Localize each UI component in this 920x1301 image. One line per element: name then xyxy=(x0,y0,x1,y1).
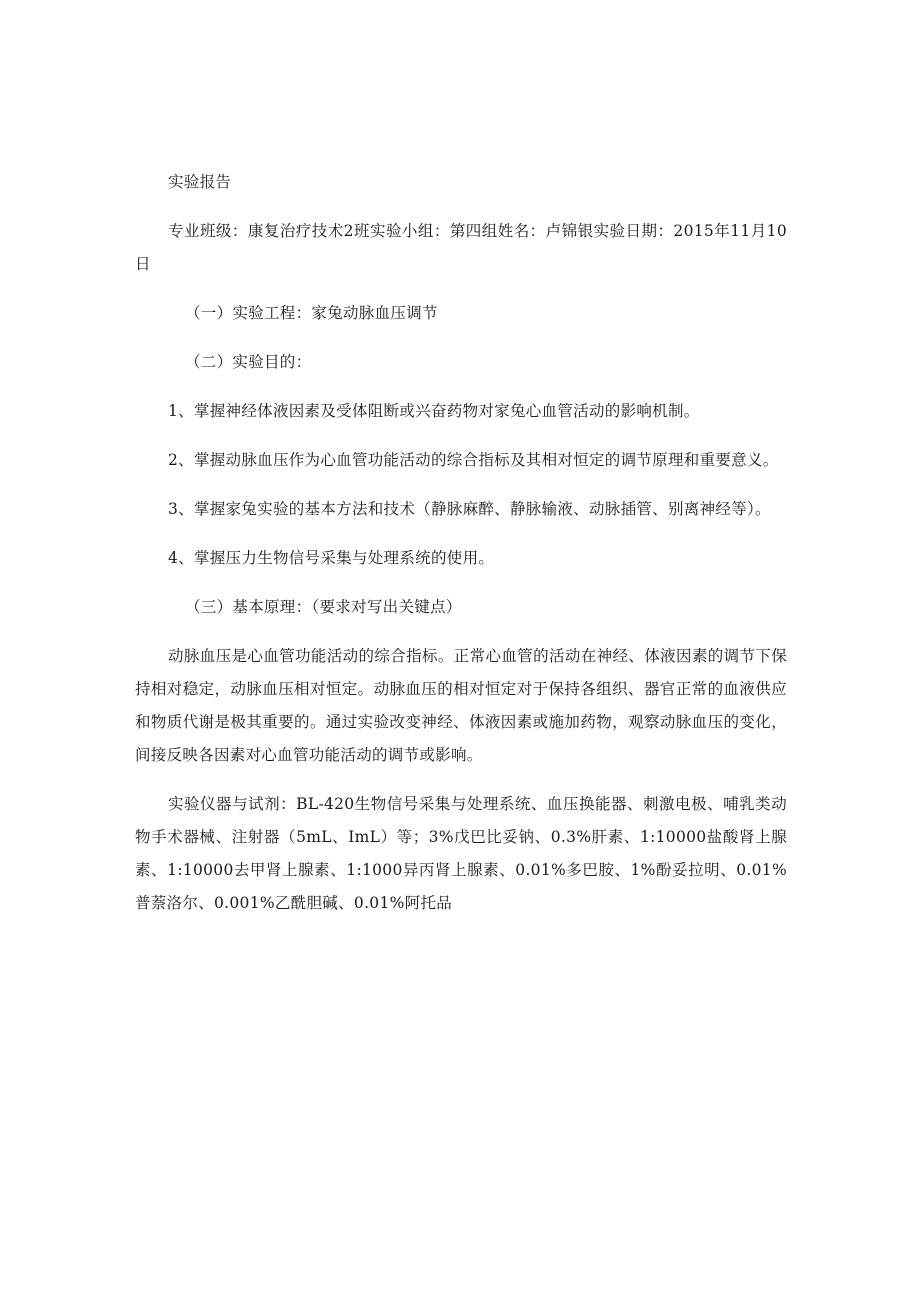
section-heading-principle: （三）基本原理：（要求对写出关键点） xyxy=(185,598,462,616)
principle-paragraph: 动脉血压是心血管功能活动的综合指标。正常心血管的活动在神经、体液因素的调节下保持相对稳定，动脉血压相对恒定。动脉血压的相对恒定对于保持各组织、器官正常的血液供应和物质代谢是极其重要的。通过实验改变神经、体液因素或施加药物，观察动脉血压的变化，间接反映各因素对心血管功能活动的调节或影响。 xyxy=(135,647,787,764)
report-title: 实验报告 xyxy=(168,173,232,191)
section-heading-project: （一）实验工程：家兔动脉血压调节 xyxy=(185,304,438,322)
objective-item: 3、掌握家兔实验的基本方法和技术（静脉麻醉、静脉输液、动脉插管、别离神经等）。 xyxy=(168,500,771,518)
objective-item: 2、掌握动脉血压作为心血管功能活动的综合指标及其相对恒定的调节原理和重要意义。 xyxy=(168,451,779,469)
objective-item: 1、掌握神经体液因素及受体阻断或兴奋药物对家兔心血管活动的影响机制。 xyxy=(168,402,700,420)
section-heading-objectives: （二）实验目的： xyxy=(185,353,312,371)
objective-item: 4、掌握压力生物信号采集与处理系统的使用。 xyxy=(168,549,495,567)
document-body xyxy=(135,166,787,920)
report-info-line: 专业班级：康复治疗技术2班实验小组：第四组姓名：卢锦银实验日期：2015年11月10日 xyxy=(135,222,787,273)
instruments-paragraph: 实验仪器与试剂：BL-420生物信号采集与处理系统、血压换能器、刺激电极、哺乳类动物手术器械、注射器（5mL、ImL）等；3%戊巴比妥钠、0.3%肝素、1:10000盐酸肾上腺素、1:10000去甲肾上腺素、1:1000异丙肾上腺素、0.01%多巴胺、1%酚妥拉明、0.01%普萘洛尔、0.001%乙酰胆碱、0.01%阿托品 xyxy=(135,795,787,912)
